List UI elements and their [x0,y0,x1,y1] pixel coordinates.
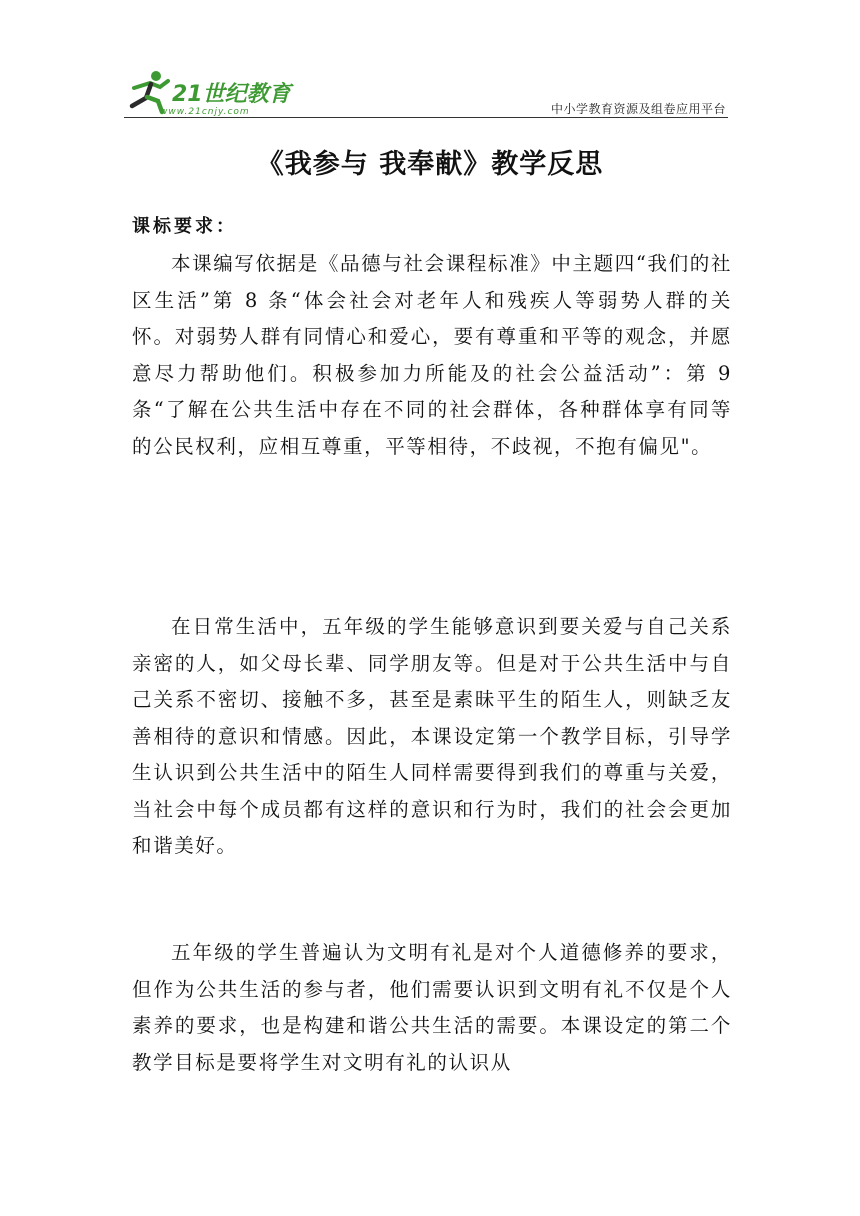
platform-tagline: 中小学教育资源及组卷应用平台 [550,102,726,116]
header-divider [124,117,728,118]
page-header [124,68,728,118]
runner-logo-icon [124,68,294,118]
body-paragraph: 五年级的学生普遍认为文明有礼是对个人道德修养的要求，但作为公共生活的参与者，他们需要认识到文明有礼不仅是个人素养的要求，也是构建和谐公共生活的需要。本课设定的第二个教学目标是要将学生对文明有礼的认识从 [132,941,732,1074]
document-title: 《我参与 我奉献》教学反思 [256,149,604,180]
logo-url: www.21cnjy.com [160,107,250,117]
body-paragraph: 本课编写依据是《品德与社会课程标准》中主题四“我们的社区生活”第 8 条“体会社会对老年人和残疾人等弱势人群的关怀。对弱势人群有同情心和爱心，要有尊重和平等的观念，并愿意尽力帮助他们。积极参加力所能及的社会公益活动”：第 9 条“了解在公共生活中存在不同的社会群体，各种群体享有同等的公民权利，应相互尊重，平等相待，不歧视，不抱有偏见"。 [132,252,732,458]
body-paragraph: 在日常生活中，五年级的学生能够意识到要关爱与自己关系亲密的人，如父母长辈、同学朋友等。但是对于公共生活中与自己关系不密切、接触不多，甚至是素昧平生的陌生人，则缺乏友善相待的意识和情感。因此，本课设定第一个教学目标，引导学生认识到公共生活中的陌生人同样需要得到我们的尊重与关爱，当社会中每个成员都有这样的意识和行为时，我们的社会会更加和谐美好。 [132,615,732,857]
site-logo[interactable] [124,68,294,118]
section-heading: 课标要求： [132,216,237,237]
logo-wordmark: 21世纪教育 [172,82,291,107]
